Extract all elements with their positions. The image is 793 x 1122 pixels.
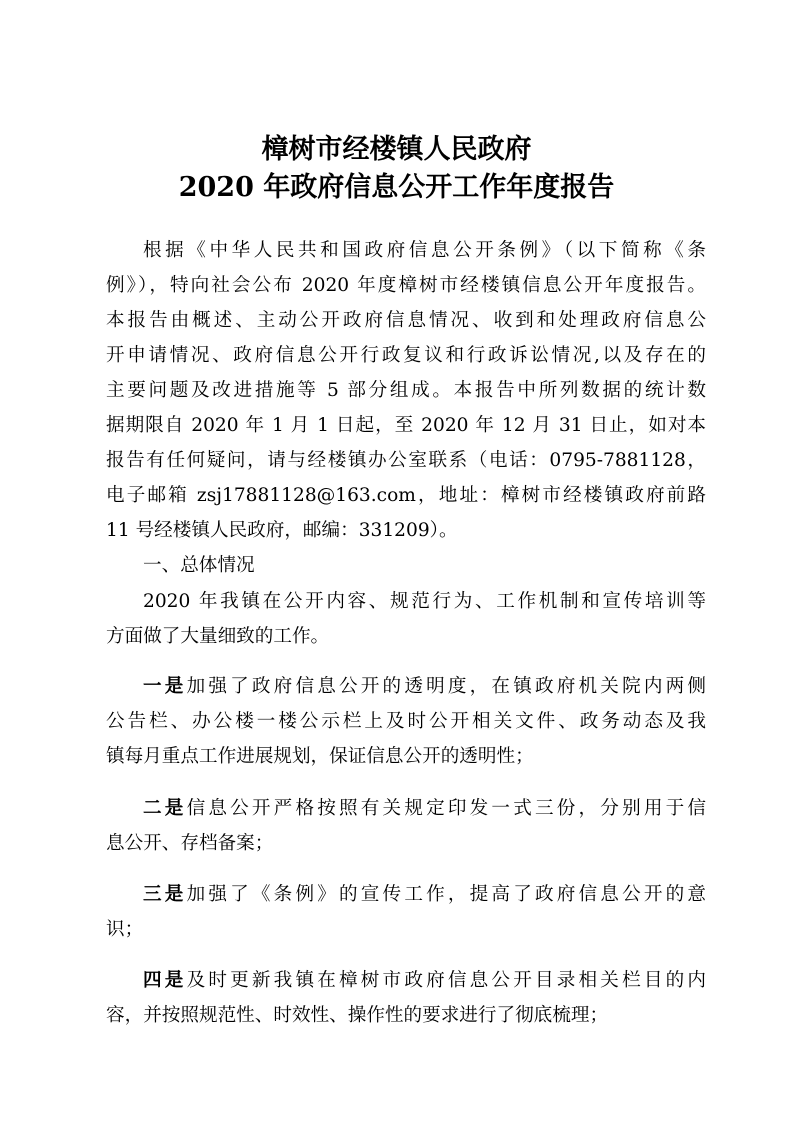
item-line: 息公开、存档备案； — [106, 833, 274, 854]
intro-line: 报告有任何疑问，请与经楼镇办公室联系（电话：0795-7881128， — [106, 450, 706, 471]
item-text: 加强了政府信息公开的透明度，在镇政府机关院内两侧 — [186, 676, 706, 697]
intro-line: 根据《中华人民共和国政府信息公开条例》（以下简称《条 — [143, 240, 706, 261]
intro-line: 据期限自 2020 年 1 月 1 日起，至 2020 年 12 月 31 日止，如对本 — [106, 415, 706, 436]
section-heading: 一、总体情况 — [143, 555, 255, 576]
intro-line: 例》），特向社会公布 2020 年度樟树市经楼镇信息公开年度报告。 — [106, 275, 706, 296]
section-intro-line: 方面做了大量细致的工作。 — [106, 626, 330, 647]
item-first-line — [143, 673, 706, 701]
intro-line: 11 号经楼镇人民政府，邮编：331209）。 — [106, 520, 458, 541]
item-text: 及时更新我镇在樟树市政府信息公开目录相关栏目的内 — [186, 970, 706, 991]
item-text: 加强了《条例》的宣传工作，提高了政府信息公开的意 — [186, 884, 706, 905]
item-line: 镇每月重点工作进展规划，保证信息公开的透明性； — [106, 746, 534, 767]
intro-line: 电子邮箱 zsj17881128@163.com，地址：樟树市经楼镇政府前路 — [106, 485, 706, 506]
item-line: 识； — [106, 919, 144, 940]
item-first-line — [143, 795, 706, 823]
document-title-line2: 2020 年政府信息公开工作年度报告 — [178, 172, 615, 203]
item-first-line — [143, 881, 706, 909]
intro-line: 本报告由概述、主动公开政府信息情况、收到和处理政府信息公 — [106, 310, 706, 331]
item-first-line — [143, 967, 706, 995]
document-title-line1: 樟树市经楼镇人民政府 — [261, 134, 532, 165]
item-label: 四是 — [143, 970, 187, 991]
item-label: 一是 — [143, 676, 187, 697]
intro-line: 开申请情况、政府信息公开行政复议和行政诉讼情况,以及存在的 — [106, 345, 706, 366]
item-label: 三是 — [143, 884, 187, 905]
intro-line: 主要问题及改进措施等 5 部分组成。本报告中所列数据的统计数 — [106, 380, 706, 401]
item-text: 信息公开严格按照有关规定印发一式三份，分别用于信 — [186, 798, 706, 819]
section-intro-line: 2020 年我镇在公开内容、规范行为、工作机制和宣传培训等 — [143, 591, 706, 612]
item-line: 公告栏、办公楼一楼公示栏上及时公开相关文件、政务动态及我 — [106, 711, 706, 732]
item-line: 容，并按照规范性、时效性、操作性的要求进行了彻底梳理； — [106, 1005, 609, 1026]
item-label: 二是 — [143, 798, 187, 819]
